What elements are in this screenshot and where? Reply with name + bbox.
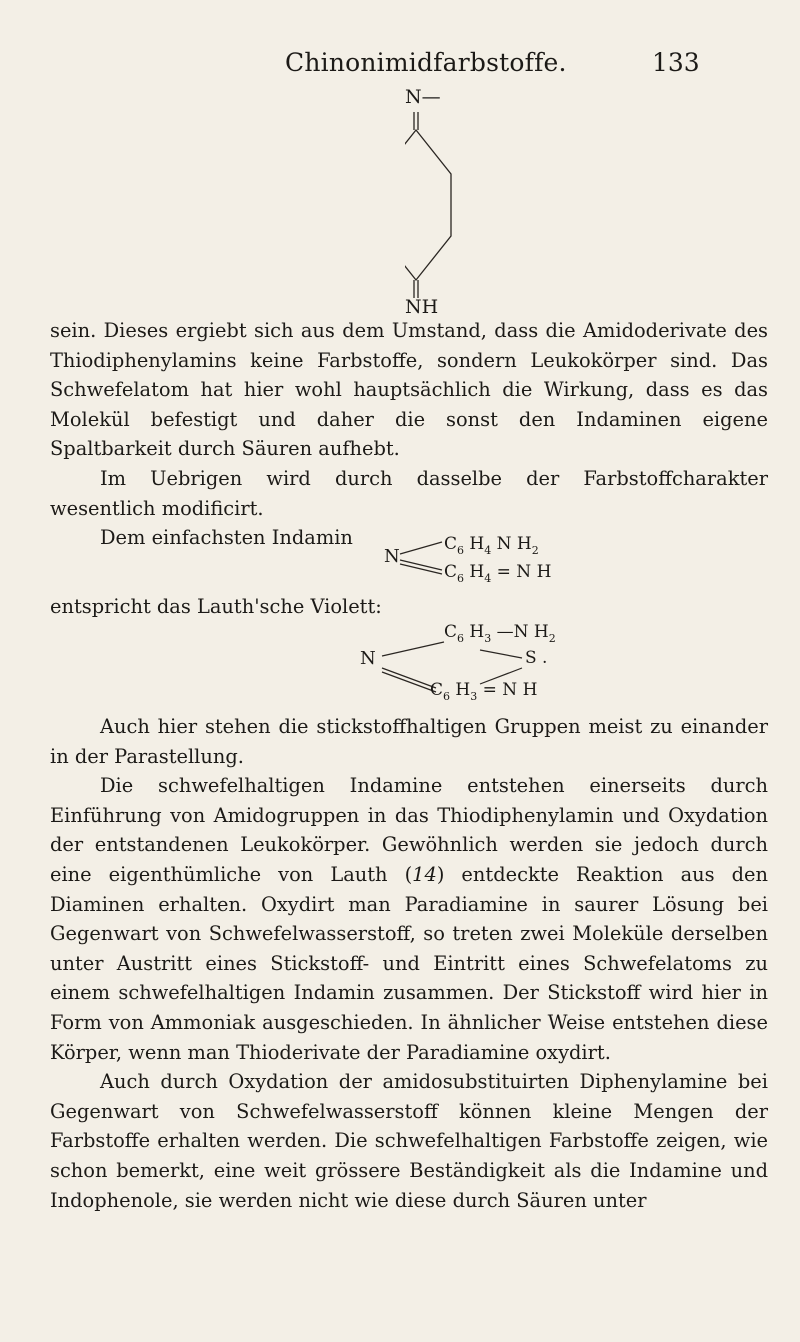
paragraph-7: Auch durch Oxydation der amidosubstituirten Diphenylamine bei Gegenwart von Schwefelwasserstoff können kleine Mengen der Farbstoffe erhalten werden. Die schwefelhaltigen Farbstoffe zeigen, wie schon bemerkt, eine weit grössere Beständigkeit als die Indamine und Indophenole, sie werden nicht wie diese durch Säuren unter — [50, 1070, 768, 1212]
structure-bottom-label: NH — [405, 296, 439, 318]
formula2-s: S . — [525, 648, 548, 668]
body-text-block-2 — [50, 592, 768, 622]
paragraph-1: sein. Dieses ergiebt sich aus dem Umstand, dass die Amidoderivate des Thiodiphenylamins keine Farbstoffe, sondern Leukokörper sind. Das Schwefelatom hat hier wohl hauptsächlich die Wirkung, dass es das Molekül befestigt und daher die sonst den Indaminen eigene Spaltbarkeit durch Säuren aufhebt. — [50, 319, 768, 461]
quinoid-structure — [405, 86, 525, 318]
hexagon-ring-drawing — [405, 86, 525, 318]
body-text-block-1 — [50, 316, 768, 557]
paragraph-6: Die schwefelhaltigen Indamine entstehen einerseits durch Einführung von Amidogruppen in das Thiodiphenylamin und Oxydation der entstandenen Leukokörper. Gewöhnlich werden sie jedoch durch eine eigenthümliche von Lauth (14) entdeckte Reaktion aus den Diaminen erhalten. Oxydirt man Paradiamine in saurer Lösung bei Gegenwart von Schwefelwasserstoff, so treten zwei Moleküle derselben unter Austritt eines Stickstoff- und Eintritt eines Schwefelatoms zu einem schwefelhaltigen Indamin zusammen. Der Stickstoff wird hier in Form von Ammoniak ausgeschieden. In ähnlicher Weise entstehen diese Körper, wenn man Thioderivate der Paradiamine oxydirt. — [50, 774, 768, 1064]
paragraph-4: entspricht das Lauth'sche Violett: — [50, 595, 382, 618]
reference-number: 14 — [412, 862, 437, 886]
paragraph-2: Im Uebrigen wird durch dasselbe der Farbstoffcharakter wesentlich modificirt. — [50, 466, 768, 520]
formula1-upper: $C_6$ $H_4$ N $H_2$ — [444, 534, 539, 557]
formula-lauth-violett — [360, 622, 570, 714]
body-text-block-3 — [50, 712, 768, 1215]
running-header — [0, 48, 800, 88]
formula1-n: N — [384, 546, 400, 567]
formula-indamin — [384, 534, 574, 592]
formula1-lower: $C_6$ $H_4 = N$ H — [444, 562, 552, 585]
structure-top-label: N— — [405, 86, 441, 108]
formula2-upper: $C_6$ $H_3$ —N $H_2$ — [444, 622, 556, 645]
paragraph-5: Auch hier stehen die stickstoffhaltigen Gruppen meist zu einander in der Parastellung. — [50, 715, 768, 768]
formula2-n: N — [360, 648, 376, 669]
paragraph-3: Dem einfachsten Indamin — [100, 526, 353, 550]
formula2-lower: $C_6$ $H_3 = N$ H — [430, 680, 538, 703]
chapter-title: Chinonimidfarbstoffe. — [285, 48, 567, 77]
page-number: 133 — [652, 48, 700, 77]
